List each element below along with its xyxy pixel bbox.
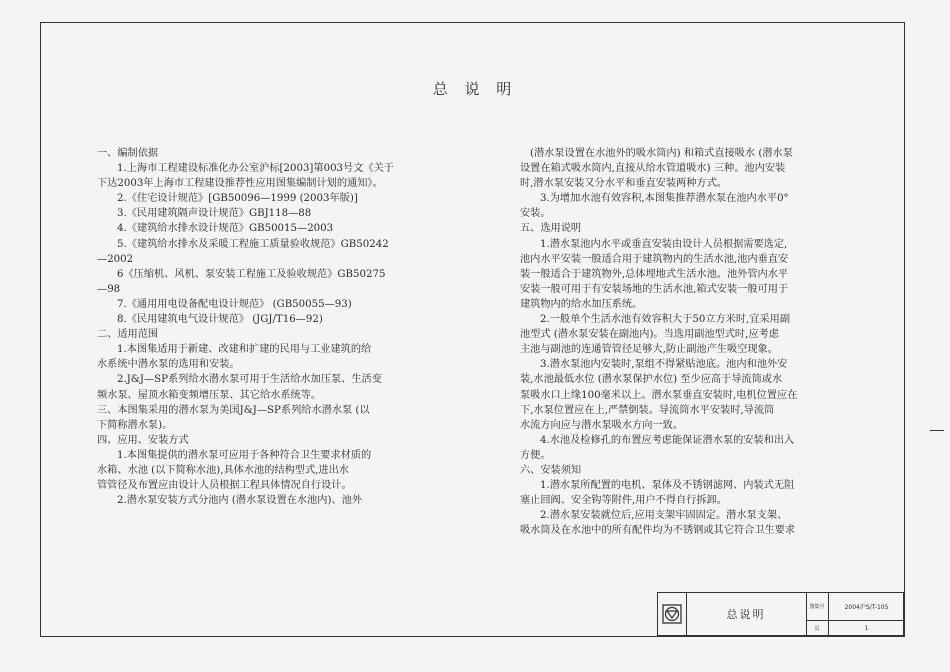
text-line: 装,水池最低水位 (潜水泵保护水位) 至少应高于导流筒或水 xyxy=(520,374,783,386)
text-line: 水系统中潜水泵的选用和安装。 xyxy=(97,359,240,371)
text-line: 装一般适合于建筑物外,总体埋地式生活水池。池外管内水平 xyxy=(520,268,789,280)
text-line: 管管径及布置应由设计人员根据工程具体情况自行设计。 xyxy=(97,480,352,492)
text-line: 二、适用范围 xyxy=(97,329,159,341)
text-line: 安装一般可用于有安装场地的生活水池,箱式安装一般可用于 xyxy=(520,283,789,295)
text-line: —2002 xyxy=(97,253,134,265)
text-line: 5.《建筑给水排水及采暖工程施工质量验收规范》GB50242 xyxy=(117,238,389,250)
text-line: (潜水泵设置在水池外的吸水筒内) 和箱式直接吸水 (潜水泵 xyxy=(530,148,793,159)
drawing-logo-icon xyxy=(658,593,687,635)
text-line: 2.一般单个生活水池有效容积大于50立方米时,宜采用副 xyxy=(540,314,791,326)
right-text-column xyxy=(520,146,822,538)
page-label: 页 xyxy=(806,621,829,635)
text-line: 时,潜水泵安装又分水平和垂直安装两种方式。 xyxy=(520,178,727,190)
text-line: 1.本图集提供的潜水泵可应用于各种符合卫生要求材质的 xyxy=(117,449,372,461)
text-line: 1.本图集适用于新建、改建和扩建的民用与工业建筑的给 xyxy=(117,344,372,356)
text-line: 3.为增加水池有效容积,本图集推荐潜水泵在池内水平0° xyxy=(540,193,789,205)
text-line: 水箱、水池 (以下简称水池),具体水池的结构型式,进出水 xyxy=(97,464,349,476)
text-line: 2.《住宅设计规范》[GB50096—1999 (2003年版)] xyxy=(117,193,358,205)
text-line: —98 xyxy=(97,283,121,295)
text-line: 一、编制依据 xyxy=(97,148,159,159)
atlas-number-label: 图集号 xyxy=(806,593,829,621)
text-line: 设置在箱式吸水筒内,直接从给水管道吸水) 三种。池内安装 xyxy=(520,163,786,175)
text-line: 六、安装须知 xyxy=(520,464,582,476)
text-line: 2.潜水泵安装就位后,应用支架牢固固定。潜水泵支架、 xyxy=(540,510,788,522)
text-line: 2.J&J—SP系列给水潜水泵可用于生活给水加压泵、生活变 xyxy=(117,374,382,386)
text-line: 1.潜水泵所配置的电机、泵体及不锈钢滤网、内装式无阻 xyxy=(540,480,795,492)
atlas-number-value: 2004沪S/T-105 xyxy=(829,593,904,621)
text-line: 泵吸水口上缘100毫米以上。潜水泵垂直安装时,电机位置应在 xyxy=(520,389,798,401)
text-line: 下达2003年上海市工程建设推荐性应用图集编制计划的通知》。 xyxy=(97,178,383,190)
left-text-column xyxy=(97,146,397,508)
title-block xyxy=(657,592,904,636)
text-line: 三、本图集采用的潜水泵为美国J&J—SP系列给水潜水泵 (以 xyxy=(97,404,370,416)
text-line: 1.潜水泵池内水平或垂直安装由设计人员根据需要选定, xyxy=(540,238,788,250)
text-line: 3.潜水泵池内安装时,泵组不得紧贴池底。池内和池外安 xyxy=(540,359,788,371)
text-line: 1.上海市工程建设标准化办公室沪标[2003]第003号文《关于 xyxy=(117,163,394,175)
text-line: 下简称潜水泵)。 xyxy=(97,419,173,431)
text-line: 水流方向应与潜水泵吸水方向一致。 xyxy=(520,419,683,431)
trim-mark xyxy=(930,430,944,431)
text-line: 池内水平安装一般适合用于建筑物内的生活水池,池内垂直安 xyxy=(520,253,789,265)
text-line: 8.《民用建筑电气设计规范》 (JGJ/T16—92) xyxy=(117,314,323,326)
text-line: 3.《民用建筑隔声设计规范》GBJ118—88 xyxy=(117,208,312,220)
text-line: 频水泵、屋顶水箱变频增压泵、其它给水系统等。 xyxy=(97,389,322,401)
text-line: 五、选用说明 xyxy=(520,223,582,235)
text-line: 4.水池及检修孔的布置应考虑能保证潜水泵的安装和出入 xyxy=(540,434,795,446)
text-line: 建筑物内的给水加压系统。 xyxy=(520,298,643,310)
text-line: 吸水筒及在水池中的所有配件均为不锈钢或其它符合卫生要求 xyxy=(520,525,796,537)
text-line: 6《压缩机、风机、泵安装工程施工及验收规范》GB50275 xyxy=(117,268,386,280)
text-line: 方便。 xyxy=(520,449,551,461)
page-number: 1 xyxy=(864,624,869,632)
text-line: 安装。 xyxy=(520,208,551,220)
text-line: 池型式 (潜水泵安装在副池内)。当选用副池型式时,应考虑 xyxy=(520,329,779,341)
text-line: 主池与副池的连通管管径足够大,防止副池产生吸空现象。 xyxy=(520,344,778,356)
text-line: 下,水泵位置应在上,严禁倒装。导流筒水平安装时,导流筒 xyxy=(520,404,775,416)
text-line: 四、应用、安装方式 xyxy=(97,434,189,446)
text-line: 7.《通用用电设备配电设计规范》 (GB50055—93) xyxy=(117,298,352,310)
title-block-name: 总说明 xyxy=(686,593,807,635)
text-line: 4.《建筑给水排水设计规范》GB50015—2003 xyxy=(117,223,334,235)
text-line: 塞止回阀、安全钩等附件,用户不得自行拆卸。 xyxy=(520,495,727,507)
page-title: 总 说 明 xyxy=(432,80,518,98)
text-line: 2.潜水泵安装方式分池内 (潜水泵设置在水池内)、池外 xyxy=(117,495,363,507)
